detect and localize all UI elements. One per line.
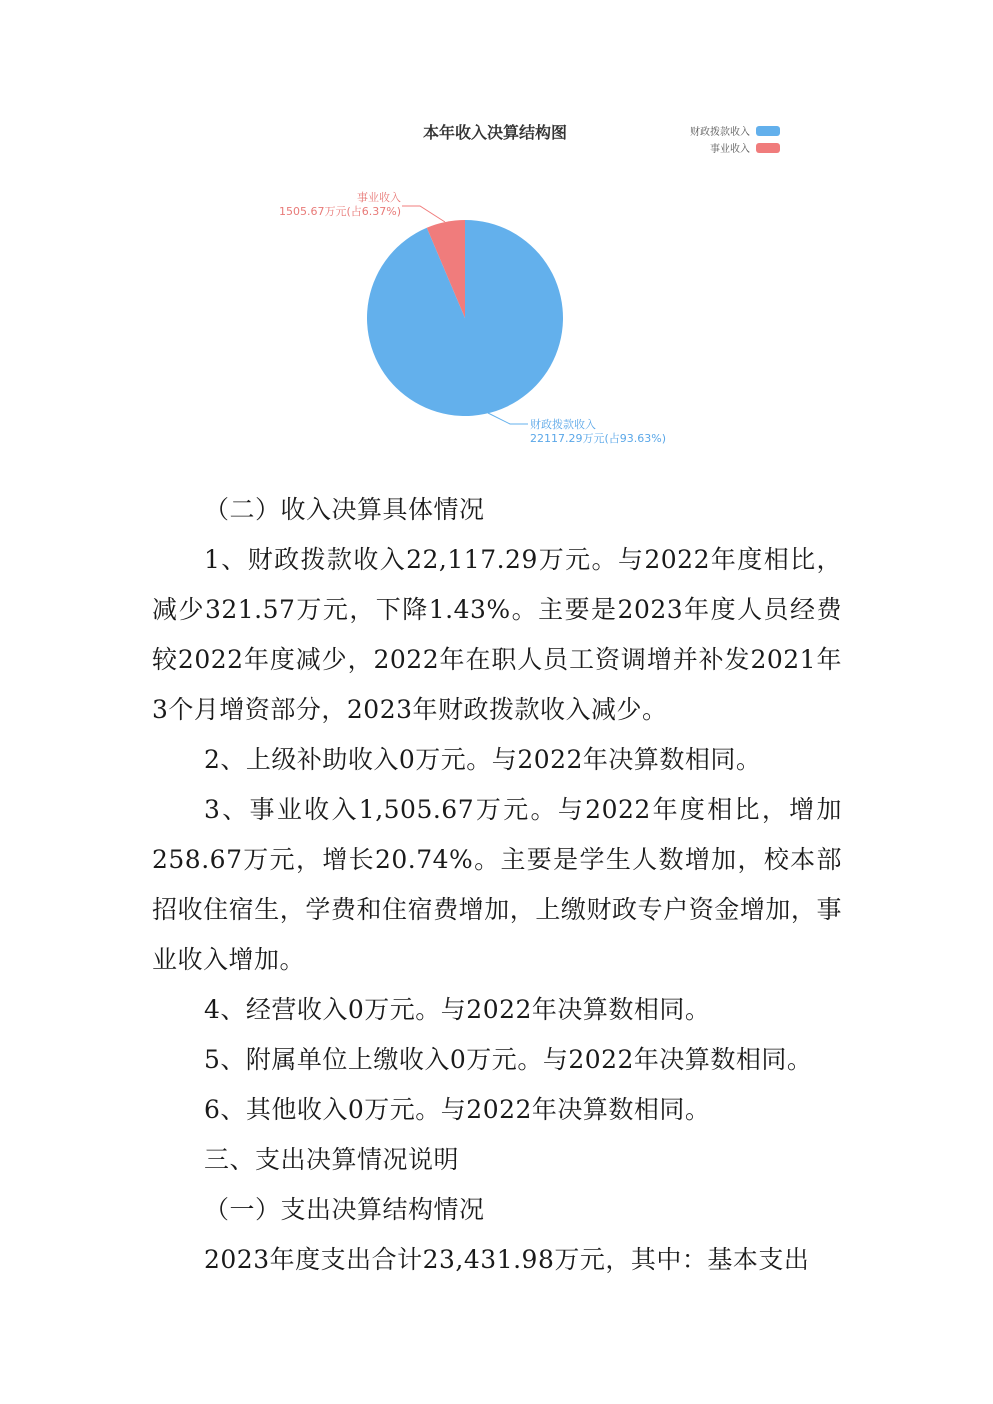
paragraph-expense-total: 2023年度支出合计23,431.98万元，其中：基本支出 — [204, 1245, 810, 1274]
document-body — [152, 485, 842, 1285]
chart-title: 本年收入决算结构图 — [422, 123, 567, 142]
section-heading-income-detail: （二）收入决算具体情况 — [204, 495, 485, 524]
leader-line-shiye — [402, 206, 445, 222]
slice-label-shiye — [276, 191, 401, 219]
leader-line-caizheng — [488, 413, 528, 424]
paragraph-shangji: 2、上级补助收入0万元。与2022年决算数相同。 — [204, 745, 762, 774]
slice-label-caizheng — [530, 418, 666, 446]
paragraph-jingying: 4、经营收入0万元。与2022年决算数相同。 — [204, 995, 711, 1024]
income-structure-chart — [0, 0, 993, 470]
legend-label-shiye: 事业收入 — [710, 144, 750, 155]
section-heading-expense: 三、支出决算情况说明 — [204, 1145, 460, 1174]
legend-label-caizheng: 财政拨款收入 — [690, 127, 750, 138]
slice-label-shiye-name: 事业收入 — [357, 191, 401, 204]
slice-label-caizheng-name: 财政拨款收入 — [530, 418, 596, 431]
slice-label-shiye-value: 1505.67万元(占6.37%) — [278, 205, 401, 218]
paragraph-caizheng: 1、财政拨款收入22,117.29万元。与2022年度相比，减少321.57万元，下降1.43%。主要是2023年度人员经费较2022年度减少，2022年在职人员工资调增并补发2021年3个月增资部分，2023年财政拨款收入减少。 — [152, 545, 842, 724]
paragraph-qita: 6、其他收入0万元。与2022年决算数相同。 — [204, 1095, 711, 1124]
slice-label-caizheng-value: 22117.29万元(占93.63%) — [530, 432, 667, 445]
paragraph-fushu: 5、附属单位上缴收入0万元。与2022年决算数相同。 — [204, 1045, 813, 1074]
pie-chart-svg — [0, 0, 993, 470]
paragraph-shiye: 3、事业收入1,505.67万元。与2022年度相比，增加258.67万元，增长20.74%。主要是学生人数增加，校本部招收住宿生，学费和住宿费增加，上缴财政专户资金增加，事业收入增加。 — [152, 795, 842, 974]
subsection-heading-expense-structure: （一）支出决算结构情况 — [204, 1195, 485, 1224]
